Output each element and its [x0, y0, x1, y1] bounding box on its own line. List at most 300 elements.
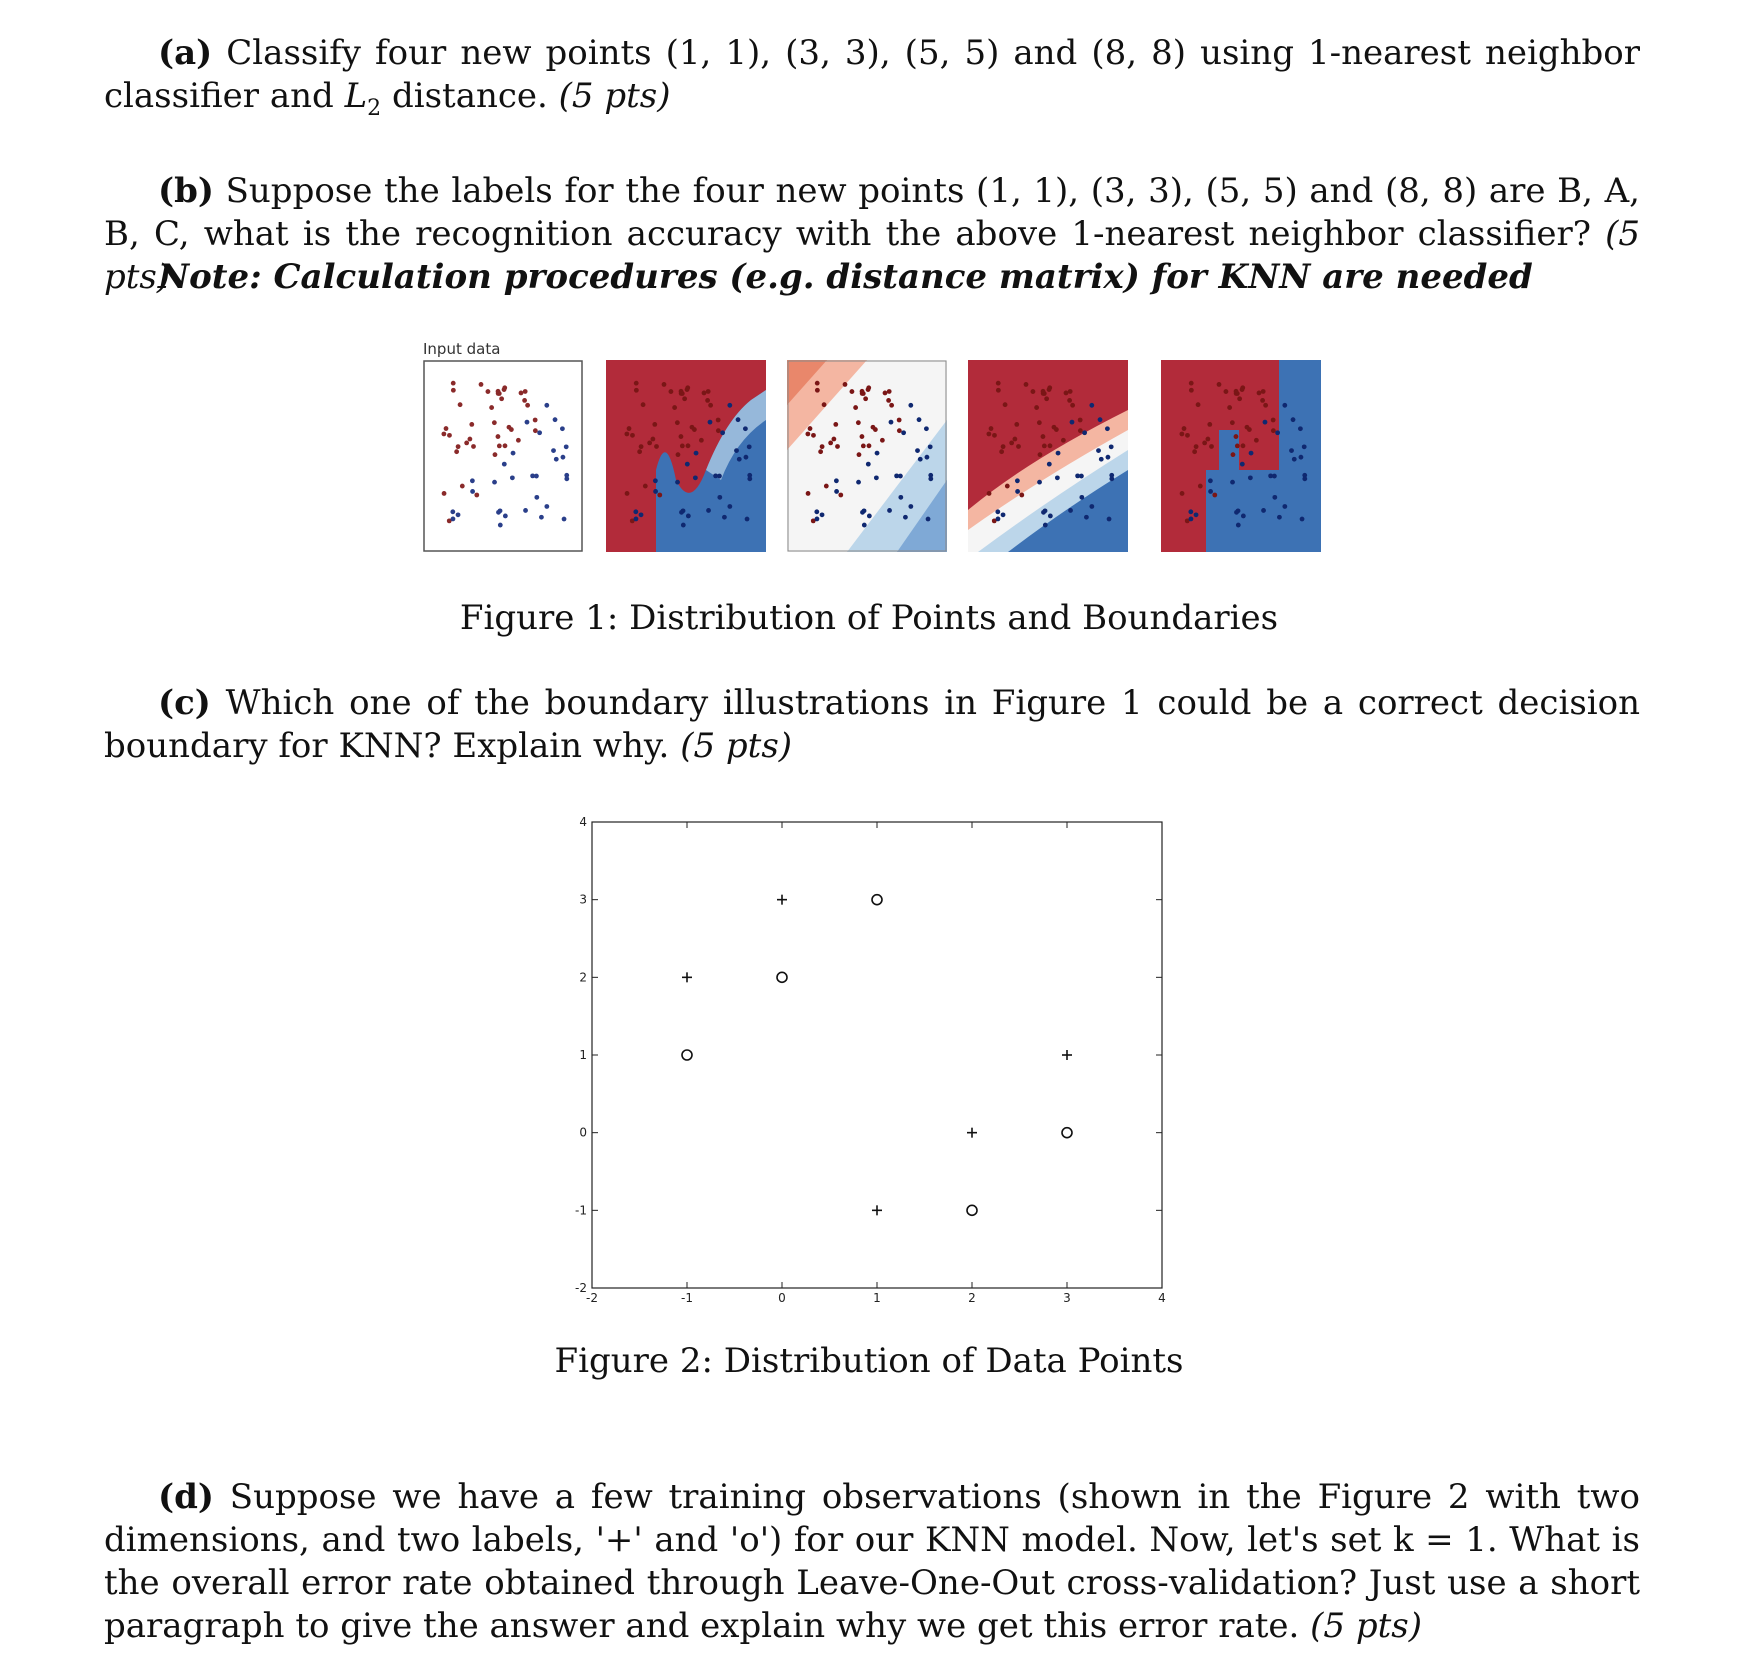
data-dot [533, 418, 538, 423]
data-dot [562, 517, 567, 522]
data-dot [525, 403, 530, 408]
data-dot [850, 389, 855, 394]
data-dot [519, 391, 524, 396]
data-dot [643, 484, 648, 489]
data-dot [874, 475, 879, 480]
data-dot [811, 433, 816, 438]
data-dot [681, 523, 686, 528]
data-dot [702, 391, 707, 396]
data-dot [1240, 387, 1245, 392]
figure1-panel-boundary-1 [606, 360, 766, 552]
x-tick-label: 3 [1063, 1291, 1071, 1302]
data-dot [708, 420, 713, 425]
data-dot [857, 452, 862, 457]
data-dot [908, 504, 913, 509]
data-dot [1271, 428, 1276, 433]
data-dot [996, 517, 1001, 522]
data-dot [551, 448, 556, 453]
data-dot [639, 444, 644, 449]
data-dot [1068, 508, 1073, 513]
data-dot [727, 504, 732, 509]
data-dot [662, 382, 667, 387]
data-dot [996, 388, 1001, 393]
data-dot [1185, 433, 1190, 438]
data-dot [447, 433, 452, 438]
figure1-panel-boundary-4 [1161, 360, 1321, 552]
data-dot [1001, 512, 1006, 517]
data-dot [862, 523, 867, 528]
data-dot [1234, 434, 1239, 439]
data-dot [1056, 451, 1061, 456]
data-dot [1079, 495, 1084, 500]
data-dot [1047, 387, 1052, 392]
data-dot [499, 396, 504, 401]
data-dot [1019, 493, 1024, 498]
data-dot [1198, 484, 1203, 489]
question-c-text: Which one of the boundary illustrations in Figure 1 could be a correct decision boundary for KNN? Explain why. [104, 683, 1641, 766]
data-dot [627, 426, 632, 431]
data-dot [987, 491, 992, 496]
x-tick-label: 1 [873, 1291, 881, 1302]
data-dot [1024, 382, 1029, 387]
data-dot [1016, 444, 1021, 449]
data-dot [720, 430, 725, 435]
data-dot [1037, 480, 1042, 485]
data-dot [451, 388, 456, 393]
data-dot [722, 515, 727, 520]
data-dot [1234, 510, 1239, 515]
data-dot [887, 389, 892, 394]
data-dot [815, 381, 820, 386]
data-dot [1236, 523, 1241, 528]
data-dot [875, 451, 880, 456]
data-dot [672, 405, 677, 410]
data-dot [831, 437, 836, 442]
data-dot [1105, 426, 1110, 431]
data-dot [564, 444, 569, 449]
data-dot [1196, 402, 1201, 407]
data-dot [1015, 478, 1020, 483]
data-dot [1208, 478, 1213, 483]
data-dot [1300, 517, 1305, 522]
data-dot [897, 418, 902, 423]
data-dot [633, 509, 638, 514]
data-dot [915, 448, 920, 453]
figure2-caption: Figure 2: Distribution of Data Points [554, 1341, 1184, 1381]
data-dot [1189, 381, 1194, 386]
data-dot [1107, 517, 1112, 522]
data-dot [675, 420, 680, 425]
data-dot [492, 480, 497, 485]
data-dot [634, 388, 639, 393]
data-dot [1055, 475, 1060, 480]
data-dot [716, 418, 721, 423]
data-dot [1272, 495, 1277, 500]
data-dot [1205, 437, 1210, 442]
data-dot [694, 451, 699, 456]
data-dot [444, 426, 449, 431]
data-dot [838, 493, 843, 498]
x-tick-label: 2 [968, 1291, 976, 1302]
data-dot [1302, 476, 1307, 481]
data-dot [679, 510, 684, 515]
data-dot [808, 426, 813, 431]
data-dot [1188, 509, 1193, 514]
data-dot [561, 455, 566, 460]
data-dot [853, 405, 858, 410]
data-dot [1047, 462, 1052, 467]
data-dot [650, 437, 655, 442]
data-dot [1179, 432, 1184, 437]
data-dot [887, 508, 892, 513]
data-dot [1194, 512, 1199, 517]
data-dot [625, 491, 630, 496]
data-dot [653, 489, 658, 494]
data-dot [1261, 508, 1266, 513]
data-dot [1084, 515, 1089, 520]
data-dot [493, 452, 498, 457]
data-dot [1014, 422, 1019, 427]
data-dot [924, 426, 929, 431]
data-dot [498, 523, 503, 528]
data-dot [928, 476, 933, 481]
question-c-label: (c) [158, 683, 211, 723]
data-dot [889, 420, 894, 425]
data-dot [820, 444, 825, 449]
data-dot [903, 515, 908, 520]
data-dot [676, 452, 681, 457]
data-dot [516, 438, 521, 443]
data-dot [1180, 491, 1185, 496]
figure1-panel-title: Input data [423, 340, 501, 358]
data-dot [544, 504, 549, 509]
figure1-panel-input [423, 360, 583, 552]
data-dot [479, 382, 484, 387]
x-tick-label: -2 [586, 1291, 598, 1302]
data-dot [686, 443, 691, 448]
data-dot [828, 440, 833, 445]
data-dot [1192, 449, 1197, 454]
data-dot [1034, 405, 1039, 410]
data-dot [1282, 403, 1287, 408]
question-c [104, 682, 1640, 768]
data-dot [1038, 452, 1043, 457]
data-dot [1068, 389, 1073, 394]
data-dot [814, 509, 819, 514]
x-tick-label: 0 [778, 1291, 786, 1302]
data-dot [917, 417, 922, 422]
data-dot [1067, 398, 1072, 403]
data-dot [1248, 475, 1253, 480]
data-dot [456, 512, 461, 517]
data-dot [926, 517, 931, 522]
y-tick-label: 1 [579, 1048, 587, 1062]
data-dot [835, 444, 840, 449]
data-dot [502, 387, 507, 392]
y-tick-label: 3 [579, 892, 587, 907]
data-dot [454, 449, 459, 454]
data-dot [451, 517, 456, 522]
data-dot [706, 508, 711, 513]
data-dot [717, 495, 722, 500]
question-d-label: (d) [158, 1477, 214, 1517]
data-dot [860, 510, 865, 515]
data-dot [1249, 451, 1254, 456]
y-tick-label: 4 [579, 815, 587, 829]
data-dot [1012, 437, 1017, 442]
data-dot [856, 420, 861, 425]
data-dot [634, 517, 639, 522]
x-tick-label: 4 [1158, 1291, 1166, 1302]
question-b-note: Note: Calculation procedures (e.g. distance matrix) for KNN are needed [158, 257, 1533, 297]
data-dot [928, 444, 933, 449]
data-dot [901, 430, 906, 435]
data-dot [464, 440, 469, 445]
data-dot [492, 420, 497, 425]
data-dot [1298, 426, 1303, 431]
data-dot [1212, 493, 1217, 498]
data-dot [1048, 514, 1053, 519]
data-dot [1263, 420, 1268, 425]
data-dot [474, 493, 479, 498]
data-dot [708, 403, 713, 408]
data-dot [1098, 417, 1103, 422]
data-dot [503, 443, 508, 448]
data-dot [744, 455, 749, 460]
data-dot [442, 491, 447, 496]
data-dot [805, 432, 810, 437]
data-dot [1005, 484, 1010, 489]
data-dot [690, 425, 695, 430]
data-dot [511, 451, 516, 456]
data-dot [824, 484, 829, 489]
data-dot [1070, 420, 1075, 425]
question-a-points: (5 pts) [558, 76, 671, 116]
data-dot [1096, 448, 1101, 453]
data-dot [544, 403, 549, 408]
data-dot [1224, 389, 1229, 394]
data-dot [496, 510, 501, 515]
data-dot [537, 430, 542, 435]
data-dot [1291, 417, 1296, 422]
data-dot [679, 389, 684, 394]
data-dot [669, 389, 674, 394]
data-dot [1207, 422, 1212, 427]
data-dot [883, 391, 888, 396]
question-b-text: Suppose the labels for the four new points (1, 1), (3, 3), (5, 5) and (8, 8) are B, A, B, C, what is the recognition accuracy with the above 1-nearest neighbor classifier? [104, 171, 1640, 254]
data-dot [496, 434, 501, 439]
data-dot [1231, 452, 1236, 457]
data-dot [1037, 420, 1042, 425]
question-a-text: Classify four new points (1, 1), (3, 3), (5, 5) and (8, 8) using 1-nearest neighbor classifier and [104, 33, 1641, 116]
data-dot [1109, 444, 1114, 449]
data-dot [833, 422, 838, 427]
data-dot [1209, 444, 1214, 449]
data-dot [1099, 457, 1104, 462]
data-dot [820, 512, 825, 517]
data-dot [1260, 398, 1265, 403]
data-dot [743, 426, 748, 431]
data-dot [863, 396, 868, 401]
question-a-text-end: distance. [381, 76, 559, 116]
data-dot [624, 432, 629, 437]
data-dot [734, 448, 739, 453]
data-dot [871, 425, 876, 430]
data-dot [1078, 418, 1083, 423]
data-dot [675, 480, 680, 485]
question-c-points: (5 pts) [680, 726, 793, 766]
data-dot [908, 403, 913, 408]
data-dot [680, 443, 685, 448]
data-dot [1275, 430, 1280, 435]
data-dot [1042, 443, 1047, 448]
question-b-points: (5 pts) [104, 214, 1640, 297]
y-tick-label: 2 [579, 970, 587, 985]
data-dot [1003, 402, 1008, 407]
data-dot [525, 420, 530, 425]
data-dot [856, 480, 861, 485]
data-dot [637, 449, 642, 454]
data-dot [996, 381, 1001, 386]
data-dot [866, 462, 871, 467]
data-dot [1235, 443, 1240, 448]
data-dot [867, 443, 872, 448]
data-dot [1048, 443, 1053, 448]
figure1-panel-boundary-2 [787, 360, 947, 552]
data-dot [1230, 480, 1235, 485]
data-dot [554, 457, 559, 462]
data-dot [815, 388, 820, 393]
data-dot [1194, 444, 1199, 449]
question-d-points: (5 pts) [1310, 1606, 1422, 1646]
data-dot [747, 476, 752, 481]
data-dot [866, 387, 871, 392]
data-dot [471, 444, 476, 449]
data-dot [834, 489, 839, 494]
data-dot [1189, 517, 1194, 522]
data-dot [1292, 457, 1297, 462]
question-a-norm: L [344, 76, 368, 116]
data-dot [470, 478, 475, 483]
data-dot [880, 438, 885, 443]
data-dot [925, 455, 930, 460]
data-dot [1082, 430, 1087, 435]
data-dot [1299, 455, 1304, 460]
data-dot [1240, 462, 1245, 467]
data-dot [1064, 391, 1069, 396]
question-a-label: (a) [158, 33, 213, 73]
data-dot [1289, 448, 1294, 453]
data-dot [647, 440, 652, 445]
data-dot [705, 398, 710, 403]
data-dot [713, 473, 718, 478]
data-dot [682, 396, 687, 401]
data-dot [745, 517, 750, 522]
data-dot [470, 489, 475, 494]
data-dot [1078, 428, 1083, 433]
data-dot [1241, 443, 1246, 448]
question-d-text: Suppose we have a few training observations (shown in the Figure 2 with two dimensions, and two labels, '+' and 'o') for our KNN model. Now, let's set k = 1. What is the overall error rate obtained through Leave-One-Out cross-validation? Just use a short paragraph to give the answer and explain why we get this error rate. [104, 1477, 1640, 1646]
data-dot [1041, 510, 1046, 515]
data-dot [1263, 403, 1268, 408]
data-dot [534, 495, 539, 500]
data-dot [1268, 473, 1273, 478]
data-dot [693, 475, 698, 480]
data-dot [553, 417, 558, 422]
data-dot [533, 428, 538, 433]
data-dot [1261, 389, 1266, 394]
data-dot [1061, 438, 1066, 443]
data-dot [564, 476, 569, 481]
data-dot [539, 515, 544, 520]
data-dot [1031, 389, 1036, 394]
figure1-panel-boundary-3 [968, 360, 1128, 552]
data-dot [486, 389, 491, 394]
data-dot [502, 462, 507, 467]
data-dot [522, 398, 527, 403]
data-dot [886, 398, 891, 403]
data-dot [489, 405, 494, 410]
data-dot [1245, 425, 1250, 430]
data-dot [560, 426, 565, 431]
y-tick-label: -2 [575, 1281, 587, 1295]
data-dot [523, 508, 528, 513]
data-dot [989, 426, 994, 431]
question-b-label: (b) [158, 171, 214, 211]
data-dot [1227, 405, 1232, 410]
data-dot [861, 443, 866, 448]
data-dot [456, 444, 461, 449]
data-dot [815, 517, 820, 522]
data-dot [507, 425, 512, 430]
data-dot [685, 387, 690, 392]
data-dot [992, 433, 997, 438]
data-dot [458, 402, 463, 407]
data-dot [818, 449, 823, 454]
data-dot [686, 514, 691, 519]
question-a [104, 32, 1640, 130]
data-dot [460, 484, 465, 489]
data-dot [1282, 504, 1287, 509]
data-dot [679, 434, 684, 439]
data-dot [1257, 391, 1262, 396]
data-dot [639, 512, 644, 517]
figure1-caption: Figure 1: Distribution of Points and Boundaries [459, 598, 1279, 638]
data-dot [894, 473, 899, 478]
data-dot [510, 475, 515, 480]
data-dot [867, 514, 872, 519]
data-dot [737, 457, 742, 462]
data-dot [860, 434, 865, 439]
data-dot [469, 422, 474, 427]
data-dot [889, 403, 894, 408]
data-dot [1302, 444, 1307, 449]
data-dot [530, 473, 535, 478]
data-dot [1271, 418, 1276, 423]
data-dot [1182, 426, 1187, 431]
data-dot [503, 514, 508, 519]
data-dot [918, 457, 923, 462]
data-dot [657, 493, 662, 498]
data-dot [1230, 420, 1235, 425]
data-dot [1089, 504, 1094, 509]
data-dot [843, 382, 848, 387]
data-dot [806, 491, 811, 496]
data-dot [1208, 489, 1213, 494]
x-tick-label: -1 [681, 1291, 693, 1302]
data-dot [1217, 382, 1222, 387]
data-dot [986, 432, 991, 437]
